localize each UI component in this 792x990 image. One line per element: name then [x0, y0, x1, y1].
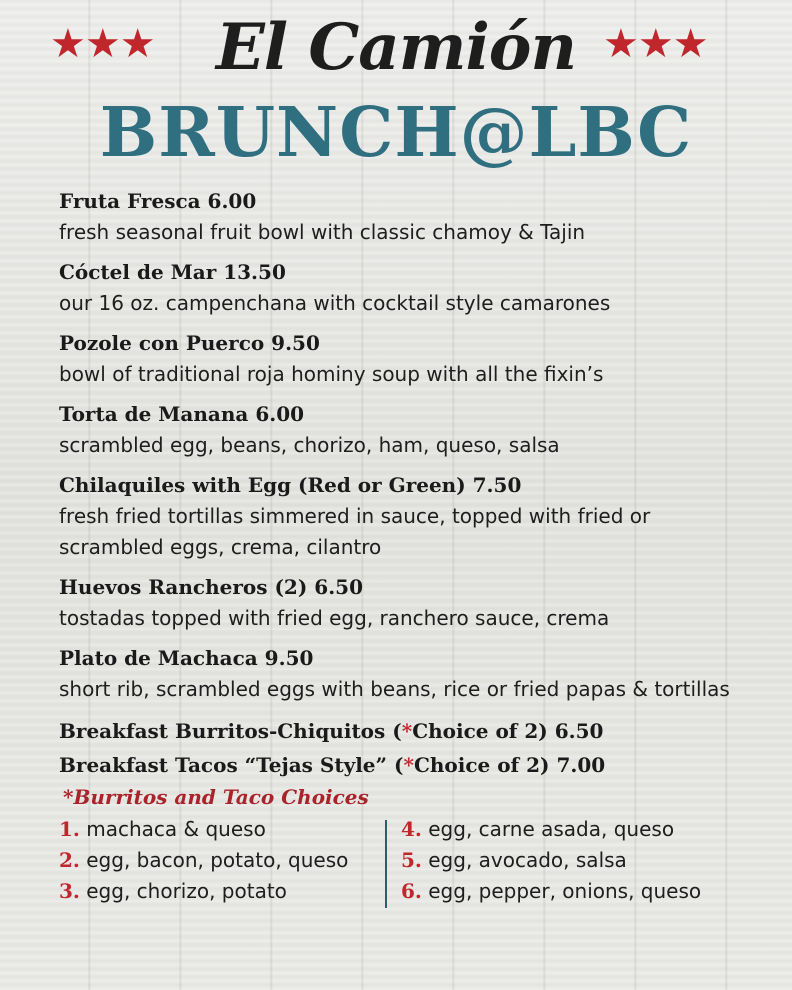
- breakfast-section: [59, 714, 759, 782]
- choices-title: *Burritos and Taco Choices: [63, 785, 369, 809]
- menu-item: [59, 186, 759, 248]
- choices-list: [59, 814, 759, 910]
- restaurant-title: El Camión: [215, 10, 577, 85]
- menu-subtitle: BRUNCH@LBC: [99, 93, 693, 173]
- menu-item-description: bowl of traditional roja hominy soup with all the fixin’s: [59, 362, 604, 386]
- breakfast-burritos-line: Breakfast Burritos-Chiquitos (*Choice of 2) 6.50: [59, 719, 604, 743]
- menu-item-description: tostadas topped with fried egg, ranchero sauce, crema: [59, 606, 610, 630]
- menu-item-name: Torta de Manana 6.00: [59, 402, 305, 426]
- menu-item-description: short rib, scrambled eggs with beans, rice or fried papas & tortillas: [59, 677, 730, 701]
- menu-item: [59, 257, 759, 319]
- menu-item-description: fresh fried tortillas simmered in sauce, topped with fried or scrambled eggs, crema, cilantro: [59, 504, 651, 559]
- menu-item-name: Chilaquiles with Egg (Red or Green) 7.50: [59, 473, 522, 497]
- menu-item: [59, 572, 759, 634]
- menu-item-description: scrambled egg, beans, chorizo, ham, queso, salsa: [59, 433, 560, 457]
- menu-item-name: Huevos Rancheros (2) 6.50: [59, 575, 363, 599]
- choice-item: 2. egg, bacon, potato, queso: [59, 848, 349, 872]
- menu-item-name: Plato de Machaca 9.50: [59, 646, 314, 670]
- choice-item: 5. egg, avocado, salsa: [401, 848, 627, 872]
- breakfast-tacos-line: Breakfast Tacos “Tejas Style” (*Choice of 2) 7.00: [59, 753, 606, 777]
- menu-header: [0, 6, 792, 90]
- menu-item: [59, 470, 759, 563]
- stars-left-icon: ★★★: [50, 21, 155, 67]
- choices-left-column: [59, 814, 348, 907]
- menu-item: [59, 399, 759, 461]
- choice-item: 3. egg, chorizo, potato: [59, 879, 287, 903]
- stars-right-icon: ★★★: [603, 21, 708, 67]
- choices-divider: [385, 820, 387, 908]
- menu-item-name: Pozole con Puerco 9.50: [59, 331, 320, 355]
- menu-item: [59, 643, 759, 705]
- menu-list: [59, 186, 759, 910]
- choice-item: 6. egg, pepper, onions, queso: [401, 879, 702, 903]
- menu-item: [59, 328, 759, 390]
- menu-item-name: Cóctel de Mar 13.50: [59, 260, 286, 284]
- menu-item-description: our 16 oz. campenchana with cocktail style camarones: [59, 291, 611, 315]
- choice-item: 4. egg, carne asada, queso: [401, 817, 675, 841]
- choices-right-column: [401, 814, 701, 907]
- menu-item-name: Fruta Fresca 6.00: [59, 189, 257, 213]
- menu-item-description: fresh seasonal fruit bowl with classic chamoy & Tajin: [59, 220, 586, 244]
- choice-item: 1. machaca & queso: [59, 817, 266, 841]
